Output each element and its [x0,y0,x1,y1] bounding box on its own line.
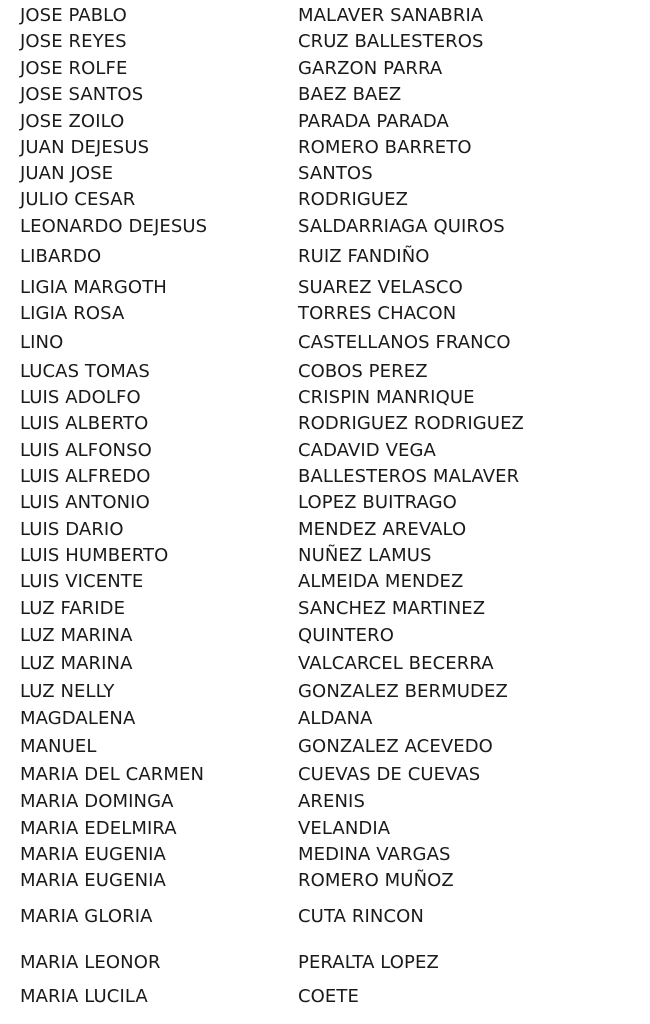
list-item [0,570,650,594]
list-item [0,30,650,54]
surname: ROMERO BARRETO [298,137,472,158]
given-name: JUAN JOSE [20,163,114,184]
list-item [0,763,650,787]
surname: SANCHEZ MARTINEZ [298,598,486,619]
given-name: LIGIA MARGOTH [20,277,167,298]
given-name: JOSE ZOILO [20,111,125,132]
given-name: MANUEL [20,736,97,757]
given-name: LIBARDO [20,246,102,267]
surname: BALLESTEROS MALAVER [298,466,520,487]
surname: CUEVAS DE CUEVAS [298,764,481,785]
list-item [0,707,650,731]
surname: RODRIGUEZ [298,189,409,210]
list-item [0,215,650,239]
list-item [0,905,650,929]
given-name: MAGDALENA [20,708,136,729]
surname: TORRES CHACON [298,303,457,324]
list-item [0,386,650,410]
given-name: LUZ MARINA [20,653,133,674]
given-name: LINO [20,332,64,353]
given-name: LUIS ALFREDO [20,466,151,487]
list-item [0,985,650,1009]
list-item [0,518,650,542]
list-item [0,544,650,568]
given-name: LUIS VICENTE [20,571,144,592]
surname: CUTA RINCON [298,906,424,927]
surname: CASTELLANOS FRANCO [298,332,511,353]
list-item [0,843,650,867]
surname: COETE [298,986,359,1007]
given-name: MARIA EDELMIRA [20,818,177,839]
given-name: JOSE SANTOS [20,84,144,105]
surname: LOPEZ BUITRAGO [298,492,457,513]
surname: NUÑEZ LAMUS [298,545,432,566]
surname: BAEZ BAEZ [298,84,402,105]
given-name: MARIA GLORIA [20,906,153,927]
given-name: LUIS DARIO [20,519,124,540]
given-name: JULIO CESAR [20,189,136,210]
list-item [0,245,650,269]
given-name: LIGIA ROSA [20,303,125,324]
list-item [0,951,650,975]
list-item [0,597,650,621]
given-name: LEONARDO DEJESUS [20,216,208,237]
surname: GONZALEZ ACEVEDO [298,736,493,757]
given-name: LUCAS TOMAS [20,361,150,382]
list-item [0,652,650,676]
given-name: MARIA LEONOR [20,952,161,973]
surname: CRISPIN MANRIQUE [298,387,475,408]
list-item [0,136,650,160]
surname: MENDEZ AREVALO [298,519,467,540]
list-item [0,869,650,893]
list-item [0,412,650,436]
given-name: LUIS HUMBERTO [20,545,169,566]
given-name: MARIA LUCILA [20,986,148,1007]
given-name: LUIS ALBERTO [20,413,149,434]
given-name: MARIA EUGENIA [20,870,166,891]
list-item [0,465,650,489]
list-item [0,439,650,463]
given-name: MARIA DEL CARMEN [20,764,205,785]
given-name: LUIS ADOLFO [20,387,141,408]
given-name: JUAN DEJESUS [20,137,150,158]
surname: SALDARRIAGA QUIROS [298,216,505,237]
given-name: LUZ MARINA [20,625,133,646]
surname: CRUZ BALLESTEROS [298,31,484,52]
surname: CADAVID VEGA [298,440,436,461]
given-name: MARIA EUGENIA [20,844,166,865]
list-item [0,57,650,81]
list-item [0,817,650,841]
list-item [0,110,650,134]
given-name: LUZ FARIDE [20,598,126,619]
list-item [0,360,650,384]
list-item [0,624,650,648]
list-item [0,4,650,28]
surname: SUAREZ VELASCO [298,277,463,298]
given-name: JOSE PABLO [20,5,127,26]
given-name: JOSE ROLFE [20,58,128,79]
list-item [0,790,650,814]
surname: ARENIS [298,791,365,812]
surname: MALAVER SANABRIA [298,5,484,26]
list-item [0,188,650,212]
list-item [0,83,650,107]
list-item [0,302,650,326]
given-name: MARIA DOMINGA [20,791,174,812]
list-item [0,680,650,704]
given-name: LUIS ALFONSO [20,440,152,461]
surname: MEDINA VARGAS [298,844,451,865]
list-item [0,276,650,300]
surname: ALDANA [298,708,373,729]
surname: COBOS PEREZ [298,361,428,382]
surname: VALCARCEL BECERRA [298,653,494,674]
surname: PARADA PARADA [298,111,449,132]
surname: VELANDIA [298,818,391,839]
surname: RODRIGUEZ RODRIGUEZ [298,413,524,434]
list-item [0,162,650,186]
list-item [0,491,650,515]
list-item [0,331,650,355]
surname: ROMERO MUÑOZ [298,870,454,891]
surname: GONZALEZ BERMUDEZ [298,681,508,702]
surname: ALMEIDA MENDEZ [298,571,464,592]
given-name: LUIS ANTONIO [20,492,150,513]
surname: QUINTERO [298,625,394,646]
surname: GARZON PARRA [298,58,443,79]
surname: PERALTA LOPEZ [298,952,439,973]
surname: RUIZ FANDIÑO [298,246,430,267]
given-name: JOSE REYES [20,31,127,52]
surname: SANTOS [298,163,373,184]
list-item [0,735,650,759]
given-name: LUZ NELLY [20,681,115,702]
